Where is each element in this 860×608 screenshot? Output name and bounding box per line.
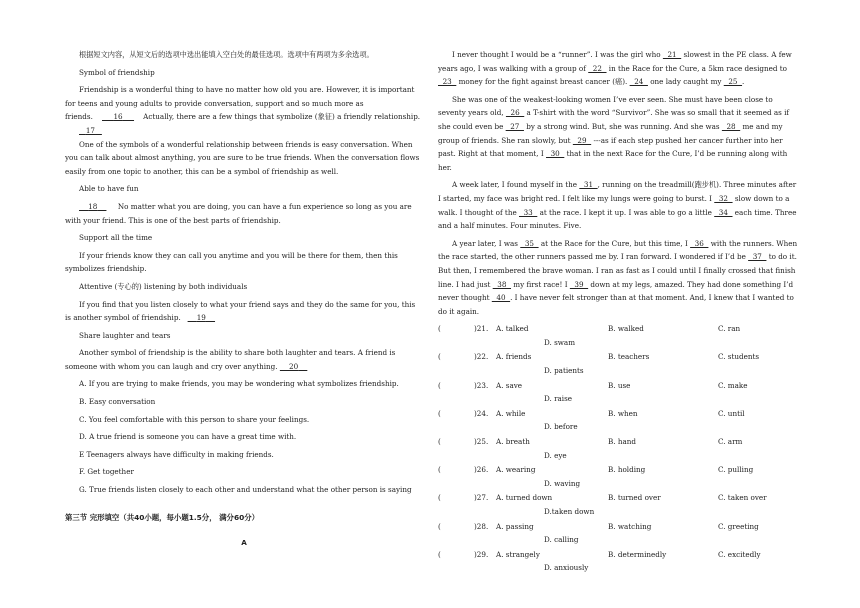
answer-paren: ( [438,437,441,447]
question-number: )24. [474,408,489,418]
question-item [438,520,798,547]
answer-paren: ( [438,352,441,362]
choice-b: B. turned over [608,493,661,503]
choice-c: C. greeting [718,521,759,531]
choice-c: C. taken over [718,493,767,503]
blank-26: 26 [505,108,525,118]
choice-b: B. hand [608,437,636,447]
option-e: E Teenagers always have difficulty in making friends. [79,449,274,459]
blank-16: 16 [113,112,123,122]
blank-30: 30 [546,149,565,159]
blank-38: 38 [492,279,511,289]
question-number: )23. [474,380,489,390]
story-text: money for the fight against breast cancer (癌). [456,77,630,87]
paragraph-3 [65,200,423,227]
blank-17: 17 [85,125,96,135]
right-column [438,48,798,576]
blank-29: 29 [572,135,592,145]
passage-label-a: A [241,538,247,548]
option-b: B. Easy conversation [79,397,156,407]
question-item [438,322,798,349]
choice-a: A. breath [496,437,530,447]
story-text: A year later, I was [452,238,521,248]
question-number: )25. [474,437,489,447]
choice-a: A. friends [496,352,532,362]
choice-d: D. waving [544,478,581,488]
answer-paren: ( [438,493,441,503]
question-item [438,407,798,434]
blank-35: 35 [520,238,539,248]
left-column [65,48,423,550]
blank-22: 22 [588,63,607,73]
blank-36: 36 [690,238,709,248]
question-number: )29. [474,549,489,559]
heading-fun: Able to have fun [79,184,139,194]
story-paragraph-2 [438,93,798,175]
choice-d: D. raise [544,394,573,404]
question-number: )22. [474,352,489,362]
choice-c: C. students [718,352,760,362]
question-item [438,463,798,490]
blank-21: 21 [662,50,682,59]
choice-a: A. passing [496,521,534,531]
heading-support: Support all the time [79,233,153,243]
question-number: )21. [474,324,489,334]
passage-title: Symbol of friendship [79,67,155,77]
question-number: )28. [474,521,489,531]
answer-paren: ( [438,324,441,334]
choice-b: B. teachers [608,352,650,362]
blank-25: 25 [723,77,743,87]
p5-text: If you find that you listen closely to what your friend says and they do the same for you, this is another symbol of friendship. [65,299,416,323]
question-number: )27. [474,493,489,503]
choice-d: D. swam [544,337,576,347]
choice-c: C. pulling [718,465,754,475]
story-paragraph-1 [438,48,798,89]
choice-d: D. eye [544,450,567,460]
choice-b: B. holding [608,465,646,475]
question-list [438,322,798,575]
blank-32: 32 [714,193,733,203]
question-item [438,435,798,462]
question-item [438,379,798,406]
story-text: slow down to a walk. I thought of the [438,193,790,217]
choice-d: D.taken down [544,507,595,516]
story-text: at the Race for the Cure, but this time, I [538,238,691,248]
choice-b: B. determinedly [608,549,667,559]
blank-18: 18 [88,201,98,211]
blank-33: 33 [519,207,538,217]
choice-c: C. arm [718,437,743,447]
question-number: )26. [474,465,489,475]
paragraph-4: If your friends know they can call you anytime and you will be there for them, then this symbolizes friendship. [65,250,398,274]
question-item [438,548,798,575]
choice-d: D. anxiously [544,563,589,573]
paragraph-6 [65,346,423,373]
story-text: , running on the treadmill(跑步机). Three minutes after I started, my face was bright red. I felt like my lungs were going to burst. I [438,180,797,203]
story-text: . I have never felt stronger than at that moment. And, I knew that I wanted to do it again. [438,293,794,316]
choice-b: B. watching [608,521,652,531]
story-text: I never thought I would be a “runner”. I was the girl who [452,50,663,59]
paragraph-2: One of the symbols of a wonderful relationship between friends is easy conversation. When you can talk about almost anything, you are sure to be true friends. When the conversation flows easily from one topic to another, this can be a symbol of friendship as well. [65,139,420,176]
choice-c: C. excitedly [718,549,761,559]
story-text: me and my group of friends. She ran slowly, but [438,121,783,145]
blank-31: 31 [579,180,598,190]
choice-a: A. talked [496,324,529,334]
blank-17-line [65,124,423,138]
choice-d: D. calling [544,535,579,545]
story-text: that in the next Race for the Cure, I’d be running along with her. [438,149,788,172]
instructions: 根据短文内容，从短文后的选项中选出能填入空白处的最佳选项。选项中有两项为多余选项。 [79,50,374,59]
choice-a: A. wearing [496,465,536,475]
option-d: D. A true friend is someone you can have a great time with. [79,432,297,442]
choice-b: B. when [608,408,638,418]
option-f: F. Get together [79,467,134,477]
story-text: by a strong wind. But, she was running. And she was [523,121,722,131]
story-text: . [742,77,745,87]
story-paragraph-4 [438,237,798,319]
story-text: slowest in the PE class. A few years ago, I was walking with a group of [438,50,792,73]
choice-d: D. before [544,422,578,432]
choice-c: C. until [718,408,745,418]
answer-paren: ( [438,408,441,418]
blank-28: 28 [721,121,741,131]
option-g: G. True friends listen closely to each other and understand what the other person is saying [79,485,412,495]
section-heading: 第三节 完形填空（共40小题，每小题1.5分， 满分60分） [65,512,260,522]
blank-24: 24 [629,77,648,87]
option-c: C. You feel comfortable with this person to share your feelings. [79,414,310,424]
p6-text: Another symbol of friendship is the ability to share both laughter and tears. A friend is someone with whom you can laugh and cry over anything. [65,348,396,371]
p1-text-a: Friendship is a wonderful thing to have no matter how old you are. However, it is important for teens and young adults to provide conversation, support and so much more as [65,85,415,108]
p1-text-c: Actually, there are a few things that symbolize (象征) a friendly relationship. [143,112,421,122]
choice-a: A. strangely [496,549,540,559]
blank-27: 27 [505,121,524,131]
heading-listening: Attentive (专心的) listening by both individuals [79,281,248,291]
story-text: with the runners. When the race started, the other runners passed me by. I ran forward. I wondered if I’d be [438,238,798,262]
story-text: my first race! I [511,279,570,289]
blank-19: 19 [196,313,206,323]
blank-20: 20 [289,361,299,371]
story-text: down at my legs, amazed. They had done something I’d never thought [438,279,794,303]
question-item [438,350,798,377]
story-text: one lady caught my [647,77,724,87]
blank-40: 40 [491,293,511,303]
story-text: at the race. I kept it up. I was able to go a little [537,207,715,217]
choice-b: B. use [608,380,631,390]
answer-paren: ( [438,380,441,390]
choice-d: D. patients [544,366,584,376]
answer-paren: ( [438,549,441,559]
story-text: to do it. But then, I remembered the brave woman. I ran as fast as I could until I finally crossed that finish line. I had just [438,252,797,289]
question-item [438,491,798,518]
p3-text: No matter what you are doing, you can have a fun experience so long as you are with your friend. This is one of the best parts of friendship. [65,201,412,225]
paragraph-5 [65,298,423,325]
story-text: a T-shirt with the word “Survivor”. She was so small that it seemed as if she could even be [438,108,790,131]
blank-37: 37 [748,252,767,262]
choice-c: C. make [718,380,748,390]
paragraph-1 [65,83,423,124]
story-paragraph-3 [438,178,798,232]
answer-paren: ( [438,521,441,531]
story-text: each time. Three and a half minutes. Four minutes. Five. [438,207,797,231]
option-a: A. If you are trying to make friends, you may be wondering what symbolizes friendship. [79,379,399,389]
choice-a: A. turned down [496,493,553,503]
choice-c: C. ran [718,324,741,334]
story-text: A week later, I found myself in the [452,180,580,190]
blank-39: 39 [569,279,589,289]
p1-text-b: friends. [65,112,93,122]
heading-laughter: Share laughter and tears [79,330,171,340]
choice-a: A. while [496,408,526,418]
story-text: She was one of the weakest-looking women I’ve ever seen. She must have been close to seventy years old, [438,94,773,118]
story-text: ---as if each step pushed her cancer further into her past. Right at that moment, I [438,135,783,159]
blank-23: 23 [438,77,457,87]
story-text: in the Race for the Cure, a 5km race designed to [606,63,787,73]
blank-34: 34 [714,207,733,217]
choice-b: B. walked [608,324,644,334]
answer-paren: ( [438,465,441,475]
choice-a: A. save [496,380,523,390]
